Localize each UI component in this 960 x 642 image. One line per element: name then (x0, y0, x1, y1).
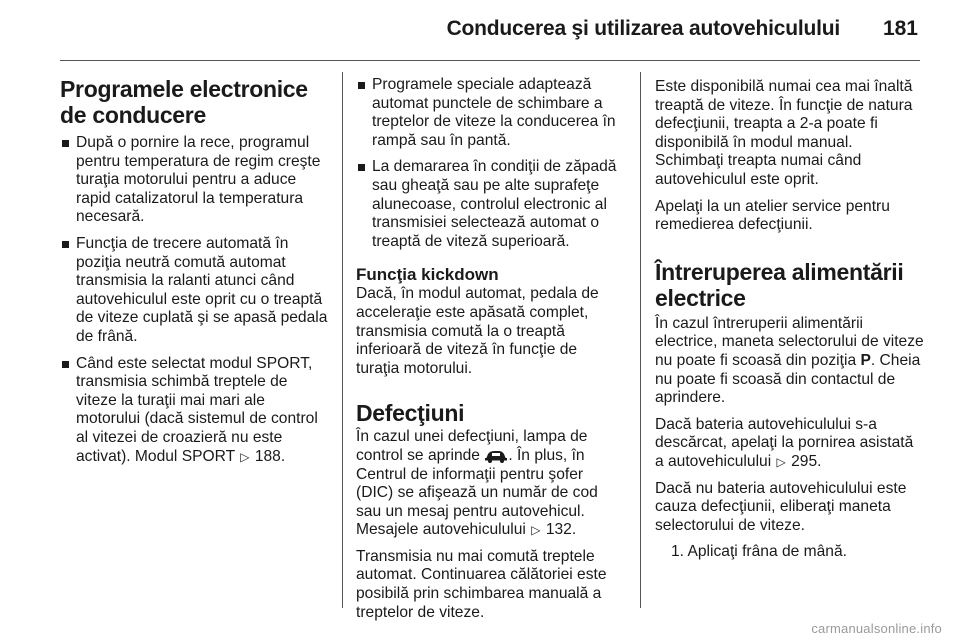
page-reference-link[interactable]: 188. (254, 447, 286, 465)
running-title: Conducerea şi utilizarea autovehiculului (446, 17, 840, 40)
column-divider-1 (342, 72, 343, 608)
page-reference-link[interactable]: 132. (545, 521, 577, 539)
list-item (356, 158, 624, 251)
reference-arrow-icon: ▷ (240, 449, 250, 464)
column-3 (655, 72, 925, 570)
defects-text-b: . În plus, în Centrul de informaţii pentru şofer (DIC) se afişează un număr de cod sau un mesaj pentru autovehicul. Mesajele autovehiculului (356, 446, 598, 539)
page-reference-link[interactable]: 295. (791, 452, 822, 470)
list-item (356, 76, 624, 150)
power-text-a: În cazul întreruperii alimentării electrice, maneta selectorului de viteze nu poate fi scoasă din poziţia (655, 314, 924, 369)
reference-arrow-icon: ▷ (531, 523, 541, 538)
power-paragraph-3: Dacă nu bateria autovehiculului este cauza defecţiunii, eliberaţi maneta selectorului de viteze. (655, 479, 907, 534)
bullet-list-special-programs (356, 76, 624, 251)
section-heading-power-interruption: Întreruperea alimentării electrice (655, 258, 904, 311)
defects-continued-paragraph: Este disponibilă numai cea mai înaltă treaptă de viteze. În funcţie de natura defecţiunii, treapta a 2-a poate fi disponibilă în modul manual. Schimbaţi treapta numai când autovehiculul este oprit. (655, 78, 913, 188)
section-heading-defects: Defecţiuni (356, 400, 465, 427)
car-control-lamp-icon (484, 449, 508, 463)
power-text-b: . Cheia nu poate fi scoasă din contactul de aprindere. (655, 351, 921, 407)
list-item (60, 355, 328, 467)
defects-text-a: În cazul unei defecţiuni, lampa de control se aprinde (356, 428, 588, 464)
bullet-list-programs (60, 134, 328, 466)
reference-arrow-icon: ▷ (776, 454, 786, 469)
column-1 (60, 72, 328, 474)
list-item-text: După o pornire la rece, programul pentru temperatura de regim creşte turaţia motorului pentru a aduce rapid catalizatorul la temperatura necesară. (76, 134, 321, 226)
power-paragraph-2 (655, 416, 925, 472)
subheading-kickdown: Funcţia kickdown (356, 265, 499, 285)
power-paragraph-1 (655, 315, 925, 408)
list-item (60, 134, 328, 227)
watermark-text: carmanualsonline.info (811, 621, 942, 636)
defects-paragraph-2: Transmisia nu mai comută treptele automat. Continuarea călătoriei este posibilă prin schimbarea manuală a treptelor de viteze. (356, 547, 607, 621)
page-header (60, 14, 920, 50)
list-item-text: Funcţia de trecere automată în poziţia neutră comută automat transmisia la ralanti atunci când autovehiculul este oprit cu o treaptă de viteze cuplată şi se apasă pedala de frână. (76, 234, 328, 345)
service-paragraph: Apelaţi la un atelier service pentru remedierea defecţiunii. (655, 197, 890, 234)
numbered-step-1: 1. Aplicaţi frâna de mână. (671, 543, 847, 561)
header-divider (60, 60, 920, 61)
column-2 (356, 72, 624, 630)
list-item-text: Programele speciale adaptează automat punctele de schimbare a treptelor de viteze la conducerea în rampă sau în pantă. (372, 76, 616, 149)
gear-position-p: P (860, 351, 871, 369)
list-item-text: Când este selectat modul SPORT, transmisia schimbă treptele de viteze la turaţii mai mari ale motorului (dacă sistemul de control al vitezei de croazieră nu este activat). Modul SPORT (76, 354, 318, 465)
list-item (60, 235, 328, 347)
kickdown-paragraph: Dacă, în modul automat, pedala de acceleraţie este apăsată complet, transmisia comută la o treaptă inferioară de viteză în funcţie de turaţia motorului. (356, 285, 599, 377)
section-heading-electronic-programs: Programele electronice de conducere (60, 76, 308, 128)
list-item-text: La demararea în condiţii de zăpadă sau gheaţă sau pe alte suprafeţe alunecoase, controlul electronic al transmisiei selectează automat o treaptă de viteză superioară. (372, 158, 617, 250)
defects-paragraph-1 (356, 428, 624, 540)
page-number: 181 (882, 17, 918, 40)
power-text-2: Dacă bateria autovehiculului s-a descărcat, apelaţi la pornirea asistată a autovehiculului (655, 415, 914, 470)
column-divider-2 (640, 72, 641, 608)
